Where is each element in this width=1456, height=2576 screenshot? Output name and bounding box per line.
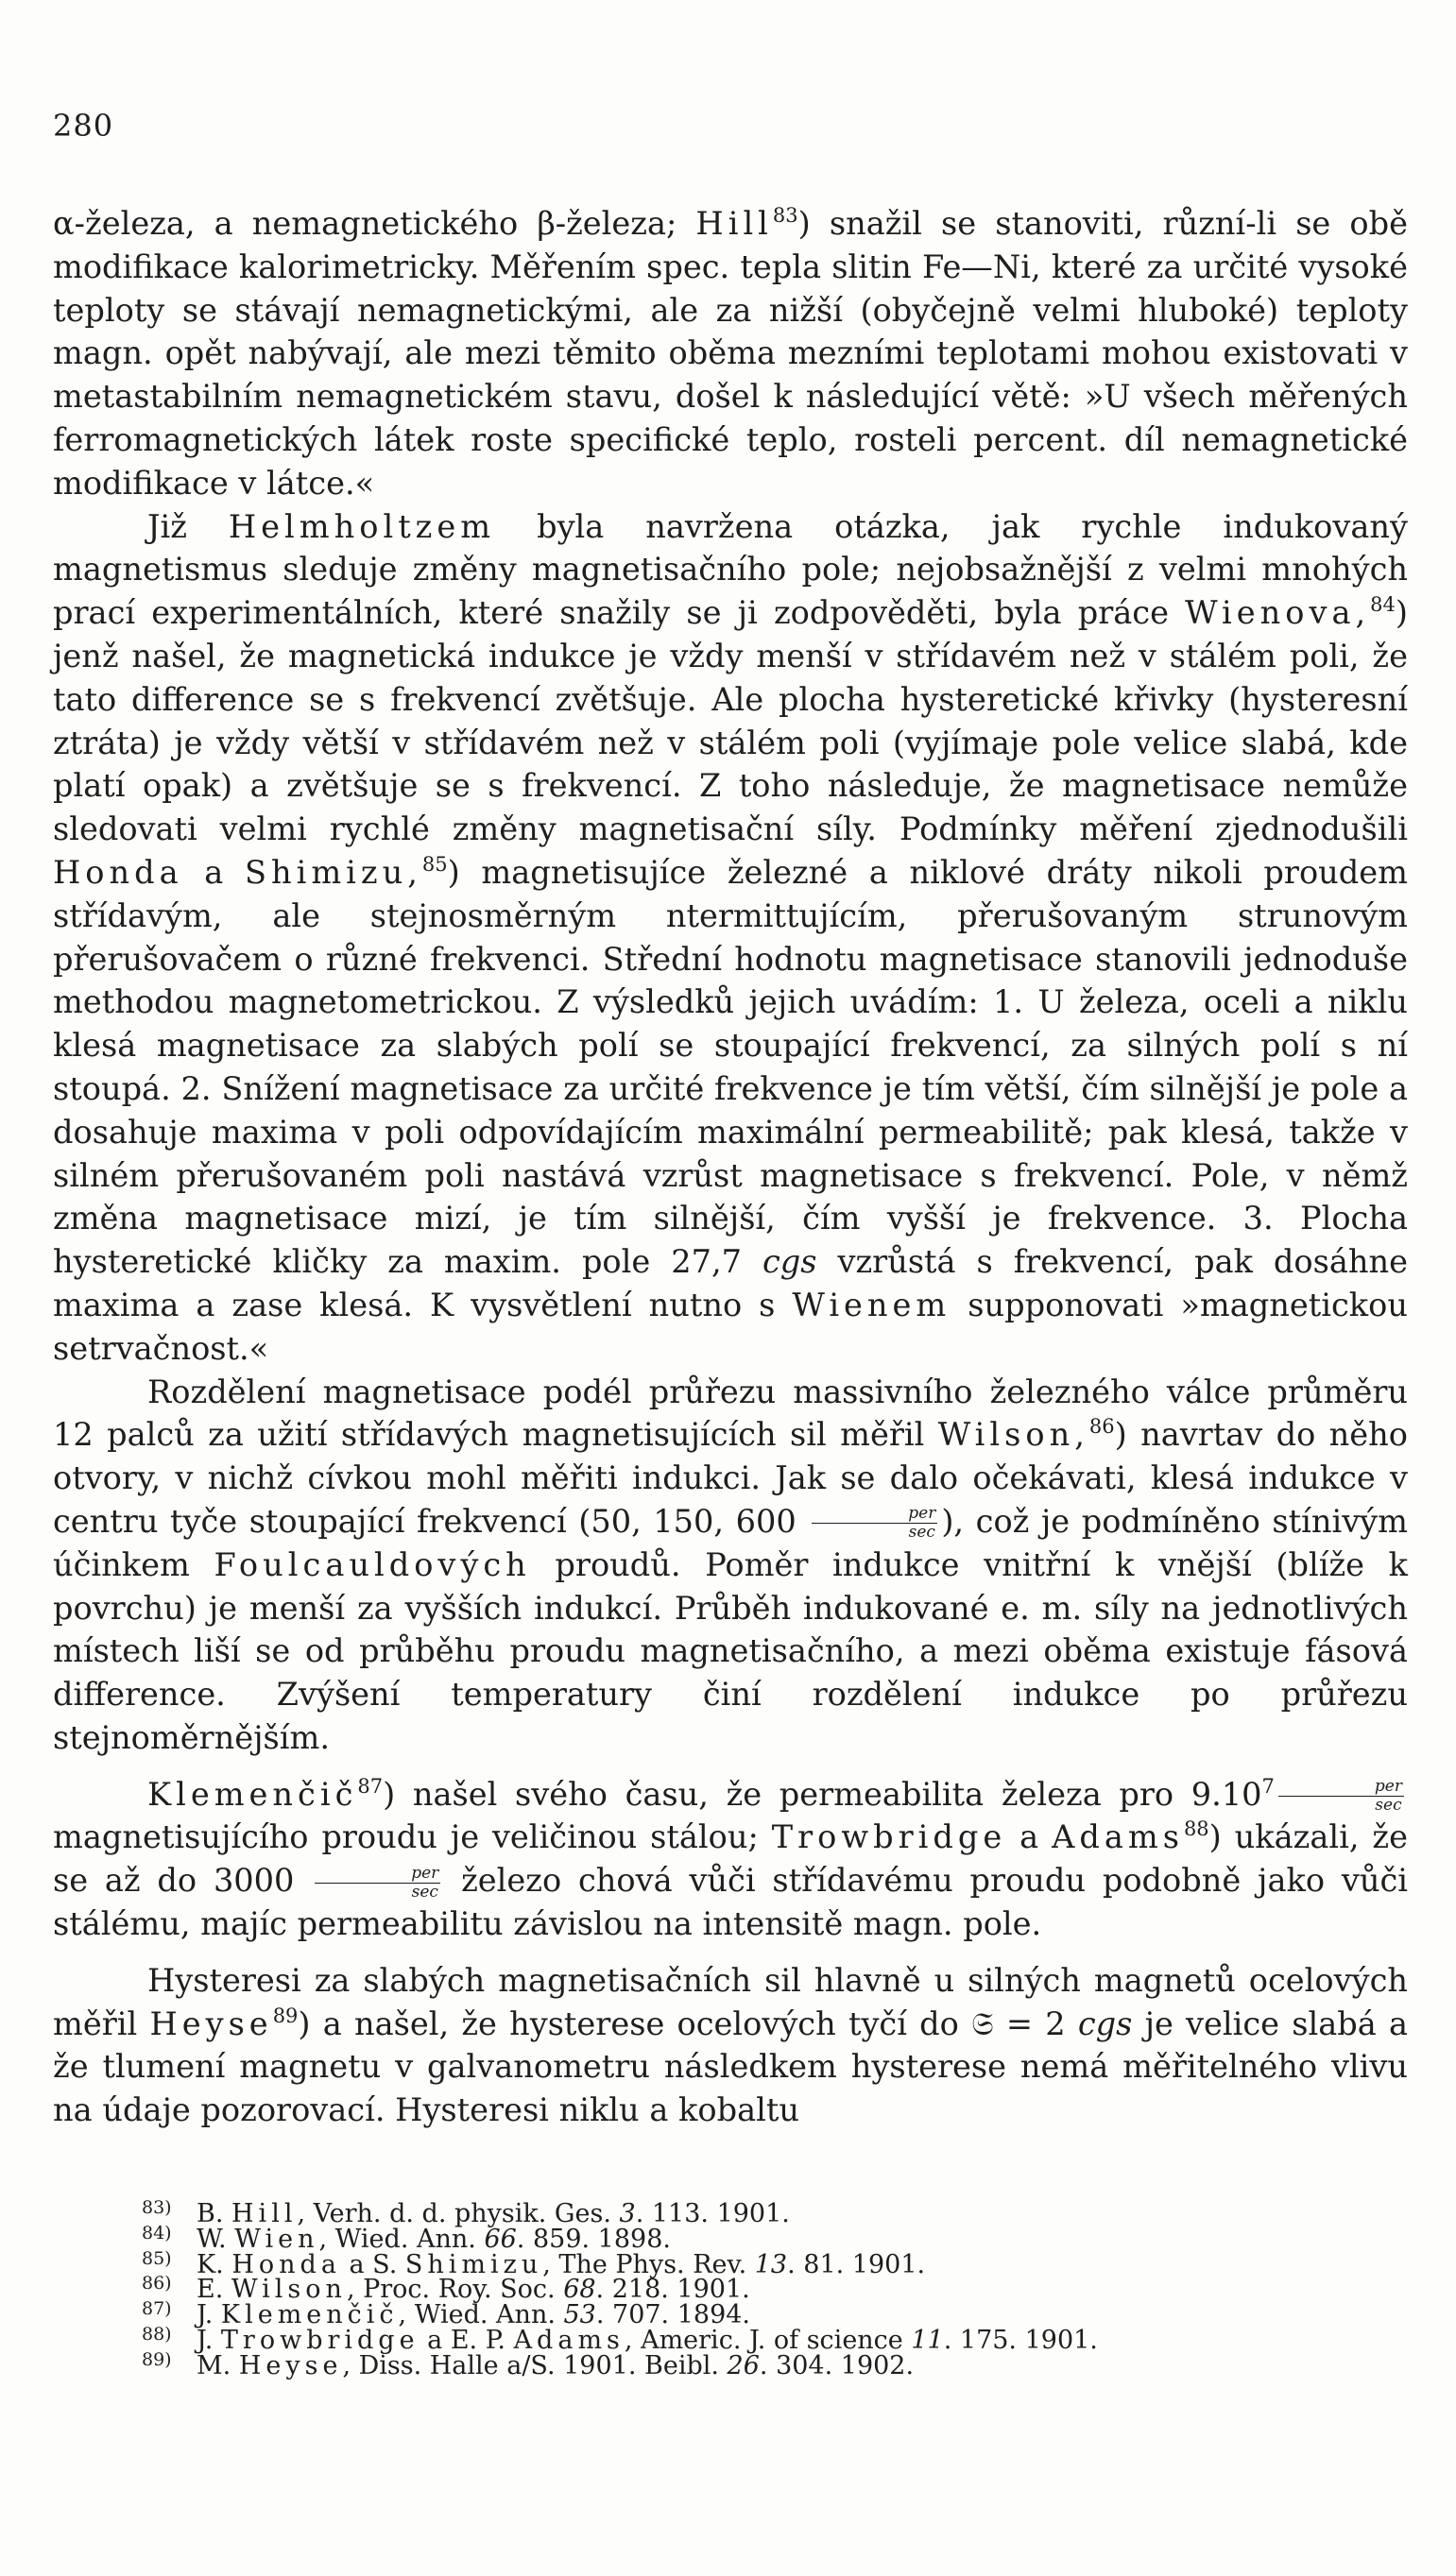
paragraph-5: Hysteresi za slabých magnetisačních sil hlavně u silných magnetů ocelových měřil Heyse$^{89}$) a našel, že hysterese ocelových tyčí do 𝔖 = 2 cgs je velice slabá a že tlumení magnetu v galvanometru následkem hysterese nemá měřitelného vlivu na údaje pozorovací. Hysteresi niklu a kobaltu — [53, 1961, 1408, 2129]
author-name: Wienem — [792, 1286, 951, 1323]
author-name: Foulcauldových — [214, 1545, 531, 1583]
body-text — [53, 202, 1408, 2132]
exponent: 7 — [1261, 1774, 1275, 1798]
author-name: Klemenčič — [147, 1775, 358, 1813]
footnote-ref: 83 — [772, 204, 798, 227]
author-name: Shimizu, — [244, 853, 422, 891]
footnote-ref: 86 — [1088, 1415, 1115, 1439]
footnote: 83) B. Hill, Verh. d. d. physik. Ges. 3. 113. 1901. — [142, 2197, 790, 2228]
author-name: Honda — [53, 853, 183, 891]
footnote: 89) M. Heyse, Diss. Halle a/S. 1901. Beibl. 26. 304. 1902. — [142, 2348, 915, 2380]
footnote-ref: 88 — [1183, 1817, 1209, 1841]
fraction-per-sec: $\frac{\text{per}}{\sec}$ — [315, 1865, 440, 1902]
field-symbol: 𝔖 = 2 — [971, 2005, 1066, 2042]
author-name: Hill — [695, 205, 773, 242]
footnote: 85) K. Honda a S. Shimizu, The Phys. Rev. 13. 81. 1901. — [142, 2247, 926, 2279]
footnote-ref: 87 — [357, 1774, 384, 1798]
paragraph-2: Již Helmholtzem byla navržena otázka, jak rychle indukovaný magnetismus sleduje změny magnetisačního pole; nejobsažnější z velmi mnohých prací experimentálních, které snažily se ji zodpověděti, byla práce Wienova,$^{84}$) jenž našel, že magnetická indukce je vždy menší v střídavém než v stálém poli, že tato difference se s frekvencí zvětšuje. Ale plocha hysteretické křivky (hysteresní ztráta) je vždy větší v střídavém než v stálém poli (vyjímaje pole velice slabá, kde platí opak) a zvětšuje se s frekvencí. Z toho následuje, že magnetisace nemůže sledovati velmi rychlé změny magnetisační síly. Podmínky měření zjednodušili Honda a Shimizu,$^{85}$) magnetisujíce železné a niklové dráty nikoli proudem střídavým, ale stejnosměrným ntermittujícím, přerušovaným strunovým přerušovačem o různé frekvenci. Střední hodnotu magnetisace stanovili jednoduše methodou magnetometrickou. Z výsledků jejich uvádím: 1. U železa, oceli a niklu klesá magnetisace za slabých polí se stoupající frekvencí, za silných polí s ní stoupá. 2. Snížení magnetisace za určité frekvence je tím větší, čím silnější je pole a dosahuje maxima v poli odpovídajícím maximální permeabilitě; pak klesá, takže v silném přerušovaném poli nastává vzrůst magnetisace s frekvencí. Pole, v němž změna magnetisace mizí, je tím silnější, čím vyšší je frekvence. 3. Plocha hysteretické kličky za maxim. pole 27,7 cgs vzrůstá s frekvencí, pak dosáhne maxima a zase klesá. K vysvětlení nutno s Wienem supponovati »magnetickou setrvačnost.« — [53, 507, 1408, 1367]
footnotes — [142, 2197, 1370, 2380]
unit-cgs: cgs — [762, 1243, 817, 1281]
footnote: 84) W. Wien, Wied. Ann. 66. 859. 1898. — [142, 2222, 671, 2254]
author-name: Wienova, — [1185, 594, 1371, 632]
unit-cgs: cgs — [1077, 2005, 1133, 2042]
footnote-ref: 85 — [421, 852, 448, 876]
fraction-per-sec: $\frac{\text{per}}{\sec}$ — [1278, 1778, 1404, 1815]
footnote: 86) E. Wilson, Proc. Roy. Soc. 68. 218. 1901. — [142, 2273, 750, 2305]
author-name: Helmholtzem — [228, 507, 496, 545]
footnote-ref: 84 — [1370, 593, 1396, 617]
author-name: Trowbridge — [771, 1818, 1007, 1856]
author-name: Heyse — [149, 2005, 273, 2042]
fraction-per-sec: $\frac{\text{per}}{\sec}$ — [812, 1505, 937, 1542]
footnote: 88) J. Trowbridge a E. P. Adams, Americ. J. of science 11. 175. 1901. — [142, 2323, 1098, 2355]
paragraph-4: Klemenčič$^{87}$) našel svého času, že permeabilita železa pro 9.10$^7$ $\frac{\text{per}}{\sec}$ magnetisujícího proudu je veličinou stálou; Trowbridge a Adams$^{88}$) ukázali, že se až do 3000 $\frac{\text{per}}{\sec}$ železo chová vůči střídavému proudu podobně jako vůči stálému, majíc permeabilitu závislou na intensitě magn. pole. — [53, 1774, 1409, 1943]
page-number: 280 — [53, 108, 114, 144]
paragraph-3: Rozdělení magnetisace podél průřezu massivního železného válce průměru 12 palců za užití střídavých magnetisujících sil měřil Wilson,$^{86}$) navrtav do něho otvory, v nichž cívkou mohl měřiti indukci. Jak se dalo očekávati, klesá indukce v centru tyče stoupající frekvencí (50, 150, 600 $\frac{\text{per}}{\sec}$ ), což je podmíněno stínivým účinkem Foulcauldových proudů. Poměr indukce vnitřní k vnější (blíže k povrchu) je menší za vyšších indukcí. Průběh indukované e. m. síly na jednotlivých místech liší se od průběhu proudu magnetisačního, a mezi oběma existuje fásová difference. Zvýšení temperatury činí rozdělení indukce po průřezu stejnoměrnějším. — [53, 1373, 1408, 1756]
footnote: 87) J. Klemenčič, Wied. Ann. 53. 707. 1894. — [142, 2298, 751, 2330]
author-name: Wilson, — [937, 1416, 1089, 1454]
paragraph-1: α-železa, a nemagnetického β-železa; Hill$^{83}$) snažil se stanoviti, různí-li se obě modifikace kalorimetricky. Měřením spec. tepla slitin Fe—Ni, které za určité vysoké teploty se stávají nemagnetickými, ale za nižší (obyčejně velmi hluboké) teploty magn. opět nabývají, ale mezi těmito oběma mezními teplotami mohou existovati v metastabilním nemagnetickém stavu, došel k následující větě: »U všech měřených ferromagnetických látek roste specifické teplo, rosteli percent. díl nemagnetické modifikace v látce.« — [53, 204, 1408, 502]
footnote-ref: 89 — [272, 2004, 299, 2027]
author-name: Adams — [1052, 1818, 1184, 1856]
